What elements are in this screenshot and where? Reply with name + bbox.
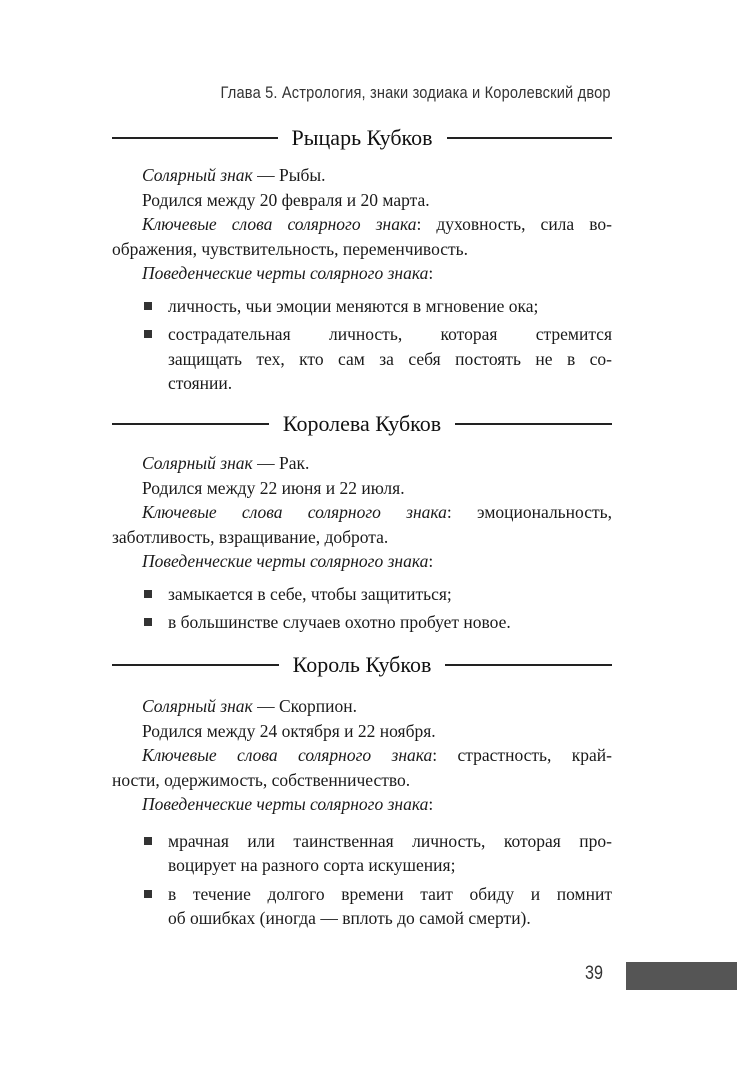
traits-label-line: Поведенческие черты солярного знака:	[142, 263, 434, 283]
title-rule-right	[445, 664, 612, 666]
title-rule-left	[112, 137, 278, 139]
list-item: мрачная или таинственная личность, которая про- воцирует на разного сорта искушения;	[168, 829, 612, 878]
bullet-square-icon	[144, 302, 152, 310]
section-king-of-cups	[112, 648, 612, 935]
title-rule-right	[447, 137, 613, 139]
page-number: 39	[585, 963, 603, 984]
traits-list	[112, 294, 612, 396]
section-title-text: Король Кубков	[292, 652, 432, 677]
list-item: замыкается в себе, чтобы защититься;	[168, 582, 612, 607]
bullet-square-icon	[144, 890, 152, 898]
traits-list	[112, 829, 612, 931]
born-line: Родился между 22 июня и 22 июля.	[142, 477, 405, 498]
keywords-continued: ображения, чувствительность, переменчивость.	[112, 238, 469, 259]
bullet-square-icon	[144, 837, 152, 845]
solar-sign-line: Солярный знак — Скорпион.	[142, 696, 357, 716]
running-head: Глава 5. Астрология, знаки зодиака и Королевский двор	[220, 83, 611, 102]
keywords-line: Ключевые слова солярного знака: страстность, край-	[142, 745, 612, 765]
section-knight-of-cups	[112, 121, 612, 400]
section-queen-of-cups	[112, 407, 612, 639]
list-item: личность, чьи эмоции меняются в мгновение ока;	[168, 294, 612, 319]
born-line: Родился между 24 октября и 22 ноября.	[142, 720, 436, 741]
section-title-text: Рыцарь Кубков	[291, 125, 433, 150]
title-rule-left	[112, 664, 279, 666]
traits-label-line: Поведенческие черты солярного знака:	[142, 551, 434, 571]
traits-label-line: Поведенческие черты солярного знака:	[142, 794, 434, 814]
keywords-continued: ности, одержимость, собственничество.	[112, 769, 411, 790]
solar-sign-line: Солярный знак — Рак.	[142, 453, 310, 473]
title-rule-left	[112, 423, 269, 425]
section-title	[112, 121, 612, 155]
section-title-text: Королева Кубков	[282, 411, 442, 436]
list-item: сострадательная личность, которая стремится защищать тех, кто сам за себя постоять не в со- стоянии.	[168, 322, 612, 396]
section-title	[112, 407, 612, 441]
solar-sign-line: Солярный знак — Рыбы.	[142, 165, 326, 185]
page-number-bar	[626, 962, 737, 990]
bullet-square-icon	[144, 618, 152, 626]
list-item: в большинстве случаев охотно пробует новое.	[168, 610, 612, 635]
title-rule-right	[455, 423, 612, 425]
keywords-line: Ключевые слова солярного знака: эмоциональность,	[142, 502, 612, 522]
traits-list	[112, 582, 612, 635]
bullet-square-icon	[144, 330, 152, 338]
keywords-line: Ключевые слова солярного знака: духовность, сила во-	[142, 214, 612, 234]
born-line: Родился между 20 февраля и 20 марта.	[142, 189, 430, 210]
bullet-square-icon	[144, 590, 152, 598]
section-title	[112, 648, 612, 682]
keywords-continued: заботливость, взращивание, доброта.	[112, 526, 389, 547]
list-item: в течение долгого времени таит обиду и помнит об ошибках (иногда — вплоть до самой смерти).	[168, 882, 612, 931]
